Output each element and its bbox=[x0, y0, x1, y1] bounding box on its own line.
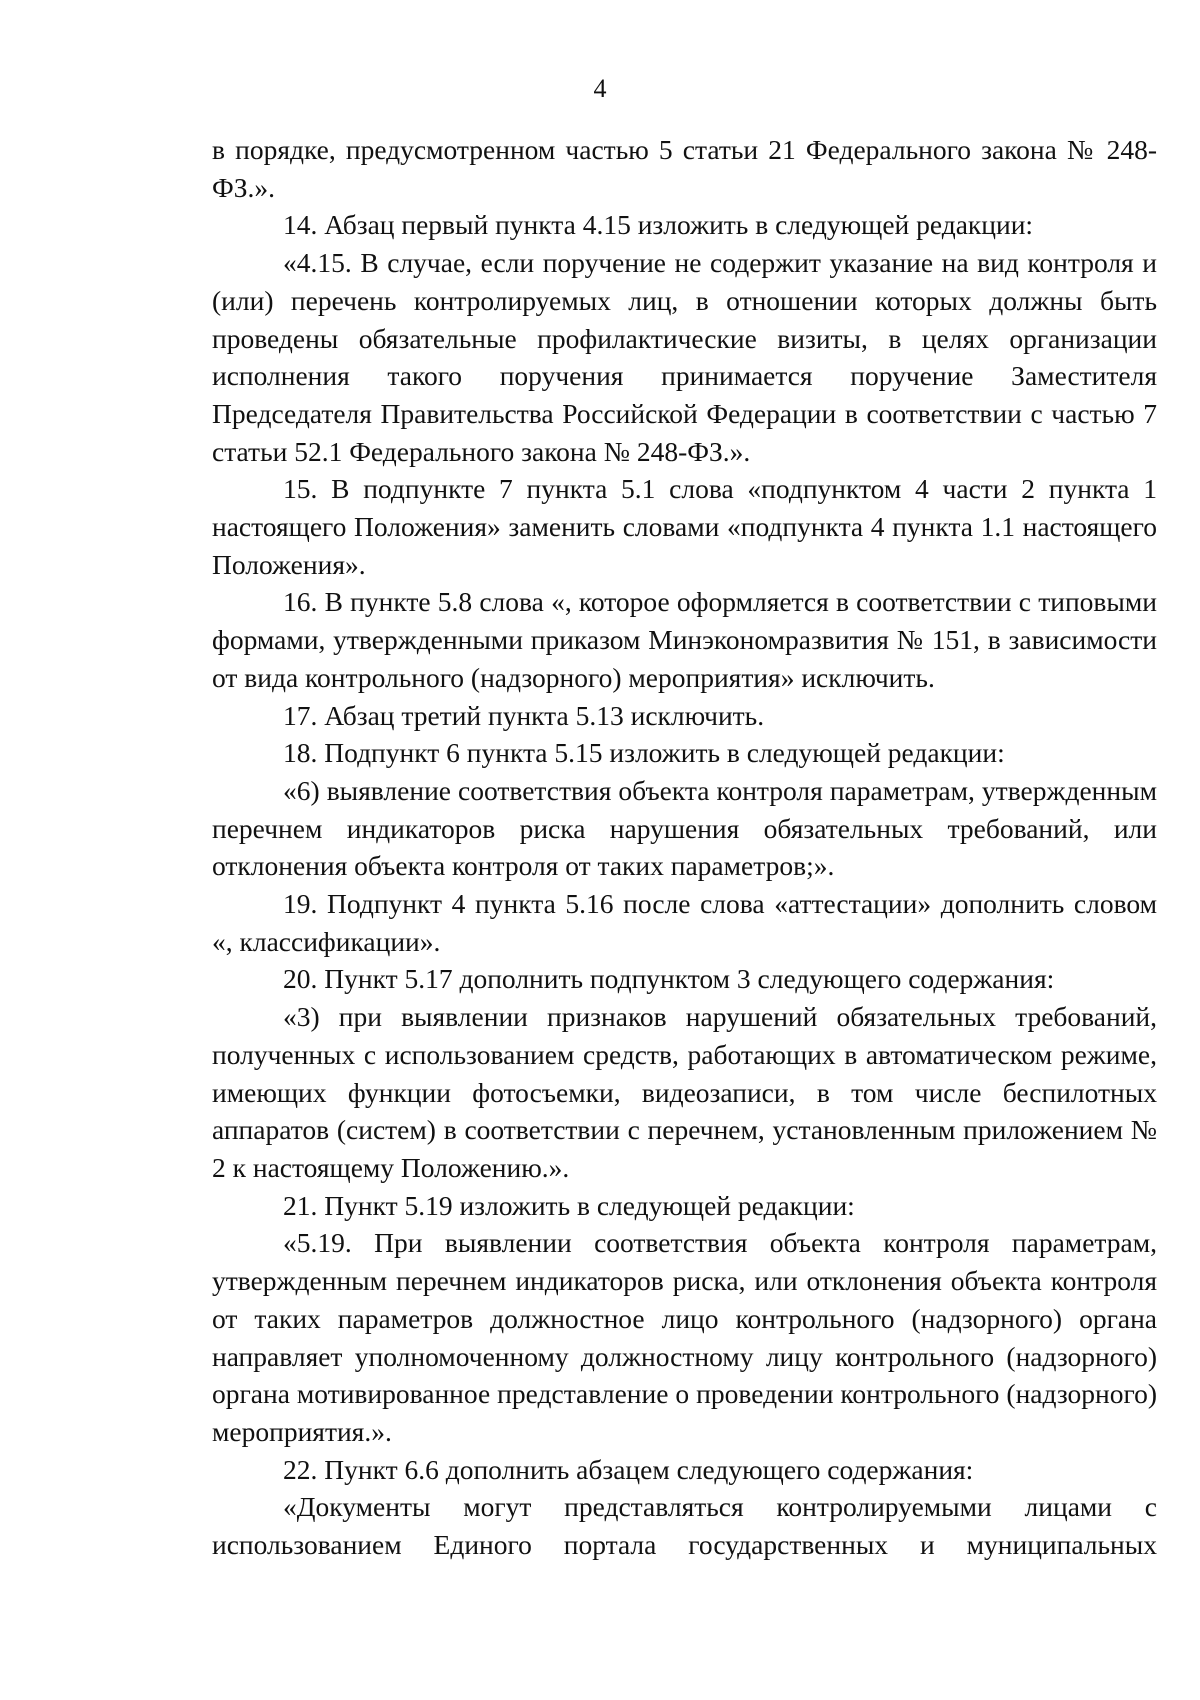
paragraph: 18. Подпункт 6 пункта 5.15 изложить в следующей редакции: bbox=[283, 737, 1005, 769]
paragraph: в порядке, предусмотренном частью 5 статьи 21 Федерального закона № 248-ФЗ.». bbox=[212, 134, 1157, 203]
paragraph: «4.15. В случае, если поручение не содержит указание на вид контроля и (или) перечень контролируемых лиц, в отношении которых должны быть проведены обязательные профилактические визиты, в целях организации исполнения такого поручения принимается поручение Заместителя Председателя Правительства Российской Федерации в соответствии с частью 7 статьи 52.1 Федерального закона № 248-ФЗ.». bbox=[212, 247, 1157, 467]
paragraph: «3) при выявлении признаков нарушений обязательных требований, полученных с использованием средств, работающих в автоматическом режиме, имеющих функции фотосъемки, видеозаписи, в том числе беспилотных аппаратов (систем) в соответствии с перечнем, установленным приложением № 2 к настоящему Положению.». bbox=[212, 1001, 1157, 1183]
paragraph: 20. Пункт 5.17 дополнить подпунктом 3 следующего содержания: bbox=[283, 963, 1055, 995]
document-body bbox=[212, 131, 1157, 1564]
paragraph: 16. В пункте 5.8 слова «, которое оформляется в соответствии с типовыми формами, утвержденными приказом Минэкономразвития № 151, в зависимости от вида контрольного (надзорного) мероприятия» исключить. bbox=[212, 586, 1157, 693]
paragraph: 19. Подпункт 4 пункта 5.16 после слова «аттестации» дополнить словом «, классификации». bbox=[212, 888, 1157, 957]
page-number: 4 bbox=[593, 74, 607, 103]
paragraph: 22. Пункт 6.6 дополнить абзацем следующего содержания: bbox=[283, 1453, 974, 1485]
paragraph: «6) выявление соответствия объекта контроля параметрам, утвержденным перечнем индикаторов риска нарушения обязательных требований, или отклонения объекта контроля от таких параметров;». bbox=[212, 774, 1157, 882]
paragraph: 17. Абзац третий пункта 5.13 исключить. bbox=[283, 699, 765, 731]
paragraph: 21. Пункт 5.19 изложить в следующей редакции: bbox=[283, 1189, 855, 1221]
paragraph: «5.19. При выявлении соответствия объекта контроля параметрам, утвержденным перечнем индикаторов риска, или отклонения объекта контроля от таких параметров должностное лицо контрольного (надзорного) органа направляет уполномоченному должностному лицу контрольного (надзорного) органа мотивированное представление о проведении контрольного (надзорного) мероприятия.». bbox=[212, 1227, 1157, 1447]
paragraph: 15. В подпункте 7 пункта 5.1 слова «подпунктом 4 части 2 пункта 1 настоящего Положения» заменить словами «подпункта 4 пункта 1.1 настоящего Положения». bbox=[212, 473, 1157, 580]
paragraph: «Документы могут представляться контролируемыми лицами с использованием Единого портала государственных и муниципальных bbox=[212, 1491, 1157, 1561]
paragraph: 14. Абзац первый пункта 4.15 изложить в следующей редакции: bbox=[283, 209, 1034, 241]
